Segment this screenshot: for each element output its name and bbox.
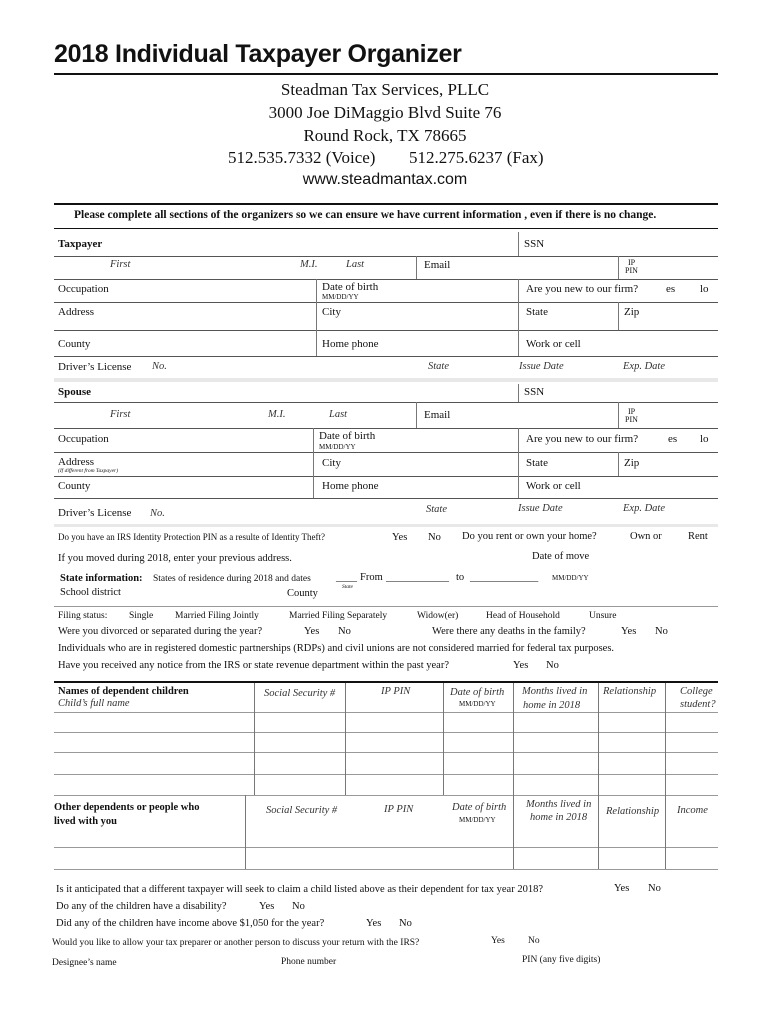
dependents-rule <box>54 681 718 683</box>
deaths-yes[interactable]: Yes <box>621 626 637 637</box>
taxpayer-dob-format: MM/DD/YY <box>322 293 359 301</box>
taxpayer-dl-state: State <box>428 361 449 372</box>
school-county-label: County <box>287 588 318 599</box>
spouse-last-label: Last <box>329 409 348 420</box>
company-name: Steadman Tax Services, PLLC <box>280 80 490 99</box>
others-months-header-2: home in 2018 <box>530 812 588 823</box>
deaths-question: Were there any deaths in the family? <box>432 626 586 637</box>
taxpayer-dob-label: Date of birth <box>322 281 379 293</box>
from-label: From <box>360 572 383 583</box>
others-relationship-header: Relationship <box>606 806 660 817</box>
taxpayer-first-label: First <box>110 259 131 270</box>
from-blank[interactable]: ____________ <box>386 572 449 583</box>
notice-no[interactable]: No <box>546 660 559 671</box>
spouse-first-label: First <box>110 409 131 420</box>
taxpayer-county-label: County <box>58 338 91 350</box>
dependents-dob-format: MM/DD/YY <box>459 700 496 708</box>
spouse-ip-label: IP <box>628 407 636 416</box>
others-months-header-1: Months lived in <box>526 799 592 810</box>
rdp-note: Individuals who are in registered domestic partnerships (RDPs) and civil unions are not considered married for federal tax purposes. <box>58 643 615 654</box>
company-fax: 512.275.6237 (Fax) <box>409 148 544 167</box>
taxpayer-heading: Taxpayer <box>58 238 103 250</box>
questions-rule <box>54 606 718 607</box>
income-no[interactable]: No <box>399 918 412 929</box>
dependents-months-header-1: Months lived in <box>522 686 588 697</box>
title-rule <box>54 73 718 75</box>
taxpayer-home-phone-label: Home phone <box>322 338 379 350</box>
taxpayer-dl-exp: Exp. Date <box>623 361 665 372</box>
spouse-dl-state: State <box>426 504 447 515</box>
school-district-label: School district <box>60 587 121 598</box>
spouse-address-label: Address <box>58 456 95 468</box>
income-yes[interactable]: Yes <box>366 918 382 929</box>
instructions-rule <box>54 228 718 229</box>
company-address2: Round Rock, TX 78665 <box>303 126 467 145</box>
filing-mfs[interactable]: Married Filing Separately <box>289 611 388 621</box>
filing-single[interactable]: Single <box>129 611 154 621</box>
claim-question: Is it anticipated that a different taxpayer will seek to claim a child listed above as their dependent for tax year 2018? <box>56 884 543 895</box>
taxpayer-dl-no: No. <box>152 361 167 372</box>
spouse-address-note: (If different from Taxpayer) <box>58 468 119 474</box>
state-info-label: State information: <box>60 573 143 584</box>
income-question: Did any of the children have income above $1,050 for the year? <box>56 918 325 929</box>
disability-yes[interactable]: Yes <box>259 901 275 912</box>
discuss-question: Would you like to allow your tax preparer or another person to discuss your return with the IRS? <box>52 938 420 948</box>
others-heading-1: Other dependents or people who <box>54 802 200 813</box>
dependents-subheading: Child’s full name <box>58 698 130 709</box>
ip-pin-yes[interactable]: Yes <box>392 532 408 543</box>
taxpayer-dl-issue: Issue Date <box>519 361 564 372</box>
taxpayer-occupation-label: Occupation <box>58 283 109 295</box>
taxpayer-email-label: Email <box>424 259 451 271</box>
spouse-dl-exp: Exp. Date <box>623 503 665 514</box>
to-blank[interactable]: _____________ <box>470 572 539 583</box>
state-blank-1[interactable]: ____ <box>336 572 357 583</box>
dependents-college-header-2: student? <box>680 699 716 710</box>
dependents-ippin-header: IP PIN <box>381 686 411 697</box>
filing-hoh[interactable]: Head of Household <box>486 611 560 621</box>
taxpayer-last-label: Last <box>346 259 365 270</box>
taxpayer-divider <box>54 378 718 382</box>
state-dates-format: MM/DD/YY <box>552 574 589 582</box>
spouse-occupation-label: Occupation <box>58 433 109 445</box>
state-residence-label: States of residence during 2018 and dates <box>153 574 311 584</box>
taxpayer-new-firm-q: Are you new to our firm? <box>526 283 639 295</box>
dependents-relationship-header: Relationship <box>603 686 657 697</box>
notice-question: Have you received any notice from the IRS or state revenue department within the past year? <box>58 660 449 671</box>
company-voice: 512.535.7332 (Voice) <box>228 148 376 167</box>
spouse-dob-format: MM/DD/YY <box>319 443 356 451</box>
school-state-label: State <box>342 584 353 590</box>
others-dob-header: Date of birth <box>452 802 507 813</box>
dependents-dob-header: Date of birth <box>450 687 505 698</box>
spouse-work-cell-label: Work or cell <box>526 480 581 492</box>
company-address1: 3000 Joe DiMaggio Blvd Suite 76 <box>268 103 502 122</box>
rent-own-question: Do you rent or own your home? <box>462 531 597 542</box>
spouse-state-label: State <box>526 457 548 469</box>
taxpayer-ip-label: IP <box>628 258 636 267</box>
spouse-new-firm-yes[interactable]: es <box>668 433 678 445</box>
taxpayer-pin-label: PIN <box>625 266 638 275</box>
taxpayer-new-firm-no[interactable]: lo <box>700 283 709 295</box>
dependents-months-header-2: home in 2018 <box>523 700 581 711</box>
spouse-dl-no: No. <box>150 508 165 519</box>
discuss-no[interactable]: No <box>528 936 540 946</box>
others-ippin-header: IP PIN <box>384 804 414 815</box>
company-website[interactable]: www.steadmantax.com <box>302 171 468 188</box>
deaths-no[interactable]: No <box>655 626 668 637</box>
designee-pin-label: PIN (any five digits) <box>522 955 601 965</box>
spouse-zip-label: Zip <box>624 457 640 469</box>
others-dob-format: MM/DD/YY <box>459 816 496 824</box>
to-label: to <box>456 572 465 583</box>
spouse-county-label: County <box>58 480 91 492</box>
spouse-ssn-label: SSN <box>524 386 545 398</box>
dependents-heading: Names of dependent children <box>58 686 189 697</box>
taxpayer-city-label: City <box>322 306 341 318</box>
taxpayer-work-cell-label: Work or cell <box>526 338 581 350</box>
claim-no[interactable]: No <box>648 883 661 894</box>
notice-yes[interactable]: Yes <box>513 660 529 671</box>
dependents-college-header-1: College <box>680 686 713 697</box>
taxpayer-dl-label: Driver’s License <box>58 361 132 373</box>
spouse-new-firm-no[interactable]: lo <box>700 433 709 445</box>
taxpayer-address-label: Address <box>58 306 95 318</box>
rent-option[interactable]: Rent <box>688 531 708 542</box>
page-title: 2018 Individual Taxpayer Organizer <box>54 40 462 68</box>
disability-question: Do any of the children have a disability? <box>56 901 227 912</box>
dependents-ssn-header: Social Security # <box>264 688 336 699</box>
spouse-dl-issue: Issue Date <box>518 503 563 514</box>
others-income-header: Income <box>677 805 708 816</box>
designee-phone-label: Phone number <box>281 957 337 967</box>
moved-question: If you moved during 2018, enter your previous address. <box>58 553 292 564</box>
divorced-no[interactable]: No <box>338 626 351 637</box>
ip-pin-no[interactable]: No <box>428 532 441 543</box>
disability-no[interactable]: No <box>292 901 305 912</box>
own-option[interactable]: Own or <box>630 531 662 542</box>
discuss-yes[interactable]: Yes <box>491 936 505 946</box>
taxpayer-state-label: State <box>526 306 548 318</box>
spouse-pin-label: PIN <box>625 415 638 424</box>
spouse-city-label: City <box>322 457 341 469</box>
designee-name-label: Designee’s name <box>52 958 117 968</box>
filing-status-label: Filing status: <box>58 611 108 621</box>
spouse-dob-label: Date of birth <box>319 430 376 442</box>
others-heading-2: lived with you <box>54 816 118 827</box>
spouse-dl-label: Driver’s License <box>58 507 132 519</box>
taxpayer-mi-label: M.I. <box>300 259 318 270</box>
spouse-mi-label: M.I. <box>268 409 286 420</box>
divorced-question: Were you divorced or separated during the year? <box>58 626 263 637</box>
filing-unsure[interactable]: Unsure <box>589 611 617 621</box>
divorced-yes[interactable]: Yes <box>304 626 320 637</box>
filing-mfj[interactable]: Married Filing Jointly <box>175 611 259 621</box>
spouse-divider <box>54 524 718 527</box>
spouse-heading: Spouse <box>58 386 92 398</box>
date-of-move-label: Date of move <box>532 551 590 562</box>
claim-yes[interactable]: Yes <box>614 883 630 894</box>
spouse-new-firm-q: Are you new to our firm? <box>526 433 639 445</box>
taxpayer-new-firm-yes[interactable]: es <box>666 283 676 295</box>
instructions: Please complete all sections of the organizers so we can ensure we have current information , even if there is no change. <box>74 209 657 221</box>
spouse-email-label: Email <box>424 409 451 421</box>
others-ssn-header: Social Security # <box>266 805 338 816</box>
spouse-home-phone-label: Home phone <box>322 480 379 492</box>
filing-widow[interactable]: Widow(er) <box>417 611 459 621</box>
ip-pin-question: Do you have an IRS Identity Protection PIN as a resulte of Identity Theft? <box>58 532 326 542</box>
section-rule <box>54 203 718 205</box>
taxpayer-zip-label: Zip <box>624 306 640 318</box>
taxpayer-ssn-label: SSN <box>524 238 545 250</box>
